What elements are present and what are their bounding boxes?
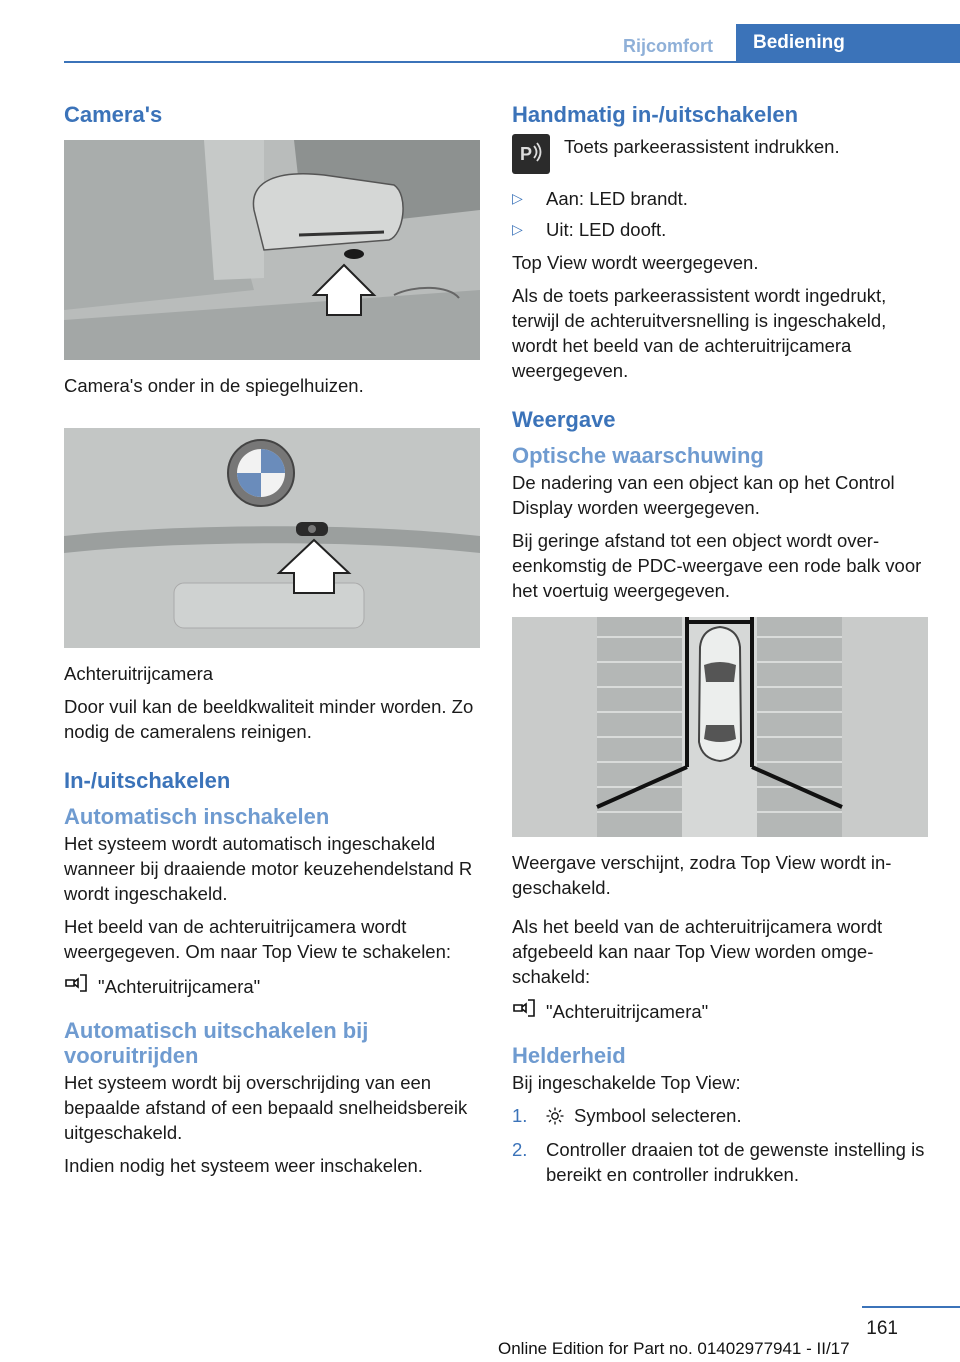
camera-menu-line-right [512, 997, 928, 1025]
right-column [512, 100, 928, 1193]
auto-on-text: Het systeem wordt automatisch ingeschakeld wanneer bij draaiende motor keuzehendelstand R wordt ingeschakeld. [64, 833, 473, 904]
figure-caption-rear: Achteruitrijcamera [64, 663, 214, 684]
topview-figure [512, 617, 928, 837]
header-tab-bediening[interactable]: Bediening [736, 24, 960, 62]
manual-row [512, 132, 928, 174]
led-item-off: ▷ Uit: LED dooft. [512, 219, 667, 240]
auto-off-text-2: Indien nodig het systeem weer inschakelen. [64, 1155, 423, 1176]
camera-menu-label: "Achteruitrijcamera" [98, 975, 261, 997]
step-2: 2. Controller draaien tot de gewenste instelling is bereikt en controller indrukken. [512, 1139, 925, 1185]
auto-on-text-2: Het beeld van de achteruitrijcamera wordt weergegeven. Om naar Top View te schakelen: [64, 916, 452, 962]
header-rule [64, 61, 960, 63]
led-list [512, 186, 928, 242]
brightness-sun-icon [546, 1106, 574, 1131]
rear-camera-icon [512, 997, 546, 1025]
figure-caption-mirror: Camera's onder in de spiegelhuizen. [64, 375, 364, 396]
brightness-steps [512, 1103, 928, 1187]
camera-menu-line [64, 972, 480, 1000]
rear-switch-text: Als het beeld van de achteruitrijcamera wordt afgebeeld kan naar Top View worden omgeschakeld: [512, 916, 883, 987]
svg-text:P: P [520, 144, 533, 164]
footer-rule [862, 1306, 960, 1308]
led-item-on: ▷ Aan: LED brandt. [512, 188, 688, 209]
dirt-notice: Door vuil kan de beeldkwaliteit minder worden. Zo nodig de cameralens reinigen. [64, 696, 474, 742]
auto-on-heading: Automatisch inschakelen [64, 804, 330, 829]
rear-camera-icon [64, 972, 98, 1000]
optical-heading: Optische waarschuwing [512, 443, 764, 468]
rear-camera-figure [64, 428, 480, 648]
camera-menu-label-right: "Achteruitrijcamera" [546, 1000, 709, 1022]
optical-text-2: Bij geringe afstand tot een object wordt overeenkomstig de PDC-weergave een rode balk voor het voertuig weergegeven. [512, 530, 922, 601]
page-header [0, 24, 960, 64]
topview-text: Top View wordt weergegeven. [512, 252, 759, 273]
triangle-icon: ▷ [512, 221, 523, 237]
onoff-heading: In-/uitschakelen [64, 768, 231, 793]
left-column [64, 100, 480, 1186]
header-tab-rijcomfort[interactable]: Rijcomfort [623, 36, 713, 56]
edition-line: Online Edition for Part no. 01402977941 - II/17 [498, 1339, 850, 1358]
auto-off-heading: Automatisch uitschakelen bij vooruitrijden [64, 1018, 369, 1068]
step-1: 1. Symbool selecteren. [512, 1103, 928, 1131]
figure-caption-topview: Weergave verschijnt, zodra Top View wordt ingeschakeld. [512, 852, 892, 898]
triangle-icon: ▷ [512, 190, 523, 206]
display-heading: Weergave [512, 407, 616, 432]
cameras-heading: Camera's [64, 102, 163, 127]
manual-heading: Handmatig in-/uitschakelen [512, 102, 799, 127]
press-text: Als de toets parkeerassistent wordt ingedrukt, terwijl de achteruitversnelling is ingeschakeld, wordt het beeld van de achteruitrijcamera weergegeven. [512, 285, 887, 381]
auto-off-text: Het systeem wordt bij overschrijding van een bepaalde afstand of een bepaald snelheidsbereik uitgeschakeld. [64, 1072, 468, 1143]
manual-text: Toets parkeerassistent indrukken. [564, 136, 840, 157]
page-number: 161 [866, 1318, 898, 1339]
parking-assist-button-icon [512, 134, 550, 174]
optical-text: De nadering van een object kan op het Control Display worden weergegeven. [512, 472, 895, 518]
brightness-heading: Helderheid [512, 1043, 626, 1068]
brightness-text: Bij ingeschakelde Top View: [512, 1072, 741, 1093]
mirror-camera-figure [64, 140, 480, 360]
